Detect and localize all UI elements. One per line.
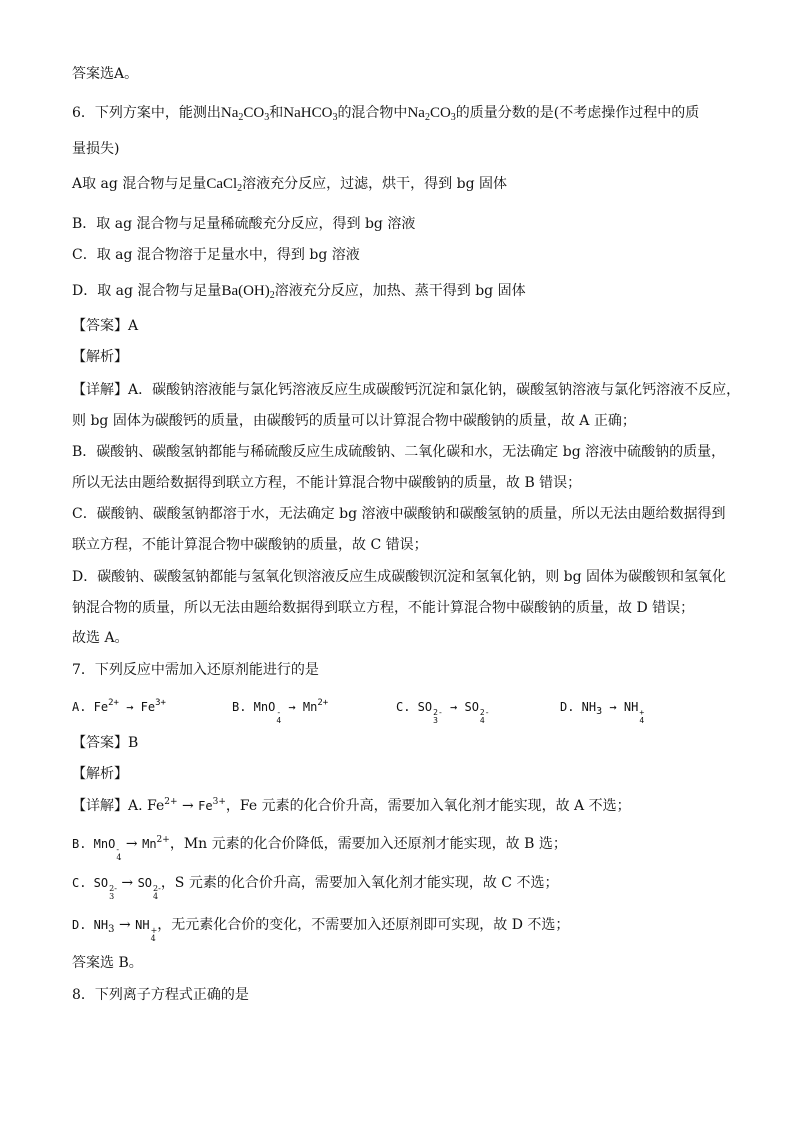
q6-analysis-label: 【解析】: [72, 349, 128, 365]
q7-answer: 【答案】B: [72, 735, 139, 751]
q7-option-a: A. $Fe^{2+} \to Fe^{3+}$: [72, 698, 166, 714]
q6-detail-6: 联立方程，不能计算混合物中碳酸钠的质量，故 C 错误；: [72, 537, 428, 553]
q7-option-c: C. SO 2- 3 → SO 2- 4: [396, 700, 490, 725]
q7-analysis-label: 【解析】: [72, 766, 128, 782]
q6-detail-7: D．碳酸钠、碳酸氢钠都能与氢氧化钡溶液反应生成碳酸钡沉淀和氢氧化钠，则 bg 固体为碳酸钡和氢氧化: [72, 569, 727, 585]
q6-detail-1: 【详解】A．碳酸钠溶液能与氯化钙溶液反应生成碳酸钙沉淀和氯化钠，碳酸氢钠溶液与氯化钙溶液不反应，: [72, 382, 741, 398]
answer-line-prev: 答案选A。: [72, 66, 139, 82]
q8-stem: 8．下列离子方程式正确的是: [72, 987, 249, 1003]
q7-conclusion: 答案选 B。: [72, 955, 143, 971]
q6-stem-cont: 量损失): [72, 141, 120, 157]
q6-option-a: A取 ag 混合物与足量CaCl$_2$溶液充分反应，过滤，烘干，得到 bg 固体: [72, 176, 507, 194]
q6-detail-4: 所以无法由题给数据得到联立方程，不能计算混合物中碳酸钠的质量，故 B 错误；: [72, 475, 582, 491]
q6-detail-2: 则 bg 固体为碳酸钙的质量，由碳酸钙的质量可以计算混合物中碳酸钠的质量，故 A 正确；: [72, 413, 636, 429]
q7-detail-c: C. SO 2- 3 → SO 2- 4 ，S 元素的化合价升高，需要加入氧化剂才能实现，故 C 不选；: [72, 875, 559, 901]
q7-detail-b: B. MnO - 4 → $Mn^{2+}$，Mn 元素的化合价降低，需要加入还原剂才能实现，故 B 选；: [72, 835, 567, 862]
q7-option-d: D. $NH_3$ → NH + 4: [560, 700, 645, 725]
q7-detail-d: D. $NH_3$ → NH + 4 ，无元素化合价的变化，不需要加入还原剂即可实现，故 D 不选；: [72, 917, 570, 943]
q6-option-c: C．取 ag 混合物溶于足量水中，得到 bg 溶液: [72, 247, 360, 263]
q6-detail-3: B．碳酸钠、碳酸氢钠都能与稀硫酸反应生成硫酸钠、二氧化碳和水，无法确定 bg 溶液中硫酸钠的质量，: [72, 444, 726, 460]
q6-detail-9: 故选 A。: [72, 630, 129, 646]
q6-detail-5: C．碳酸钠、碳酸氢钠都溶于水，无法确定 bg 溶液中碳酸钠和碳酸氢钠的质量，所以无法由题给数据得到: [72, 506, 726, 522]
q6-option-b: B．取 ag 混合物与足量稀硫酸充分反应，得到 bg 溶液: [72, 216, 416, 232]
q7-detail-a: 【详解】A. $Fe^{2+} \to Fe^{3+}$，Fe 元素的化合价升高，需要加入氧化剂才能实现，故 A 不选；: [72, 797, 631, 814]
q7-option-b: B. MnO - 4 → $Mn^{2+}$: [232, 698, 329, 725]
q7-stem: 7．下列反应中需加入还原剂能进行的是: [72, 662, 319, 678]
q6-stem: 6．下列方案中，能测出$Na_2CO_3$和NaHCO$_3$的混合物中$Na_2CO_3$的质量分数的是(不考虑操作过程中的质: [72, 105, 700, 123]
q6-detail-8: 钠混合物的质量，所以无法由题给数据得到联立方程，不能计算混合物中碳酸钠的质量，故 D 错误；: [72, 600, 695, 616]
q6-answer: 【答案】A: [72, 318, 139, 334]
q6-option-d: D．取 ag 混合物与足量$Ba(OH)_2$溶液充分反应，加热、蒸干得到 bg 固体: [72, 283, 526, 301]
